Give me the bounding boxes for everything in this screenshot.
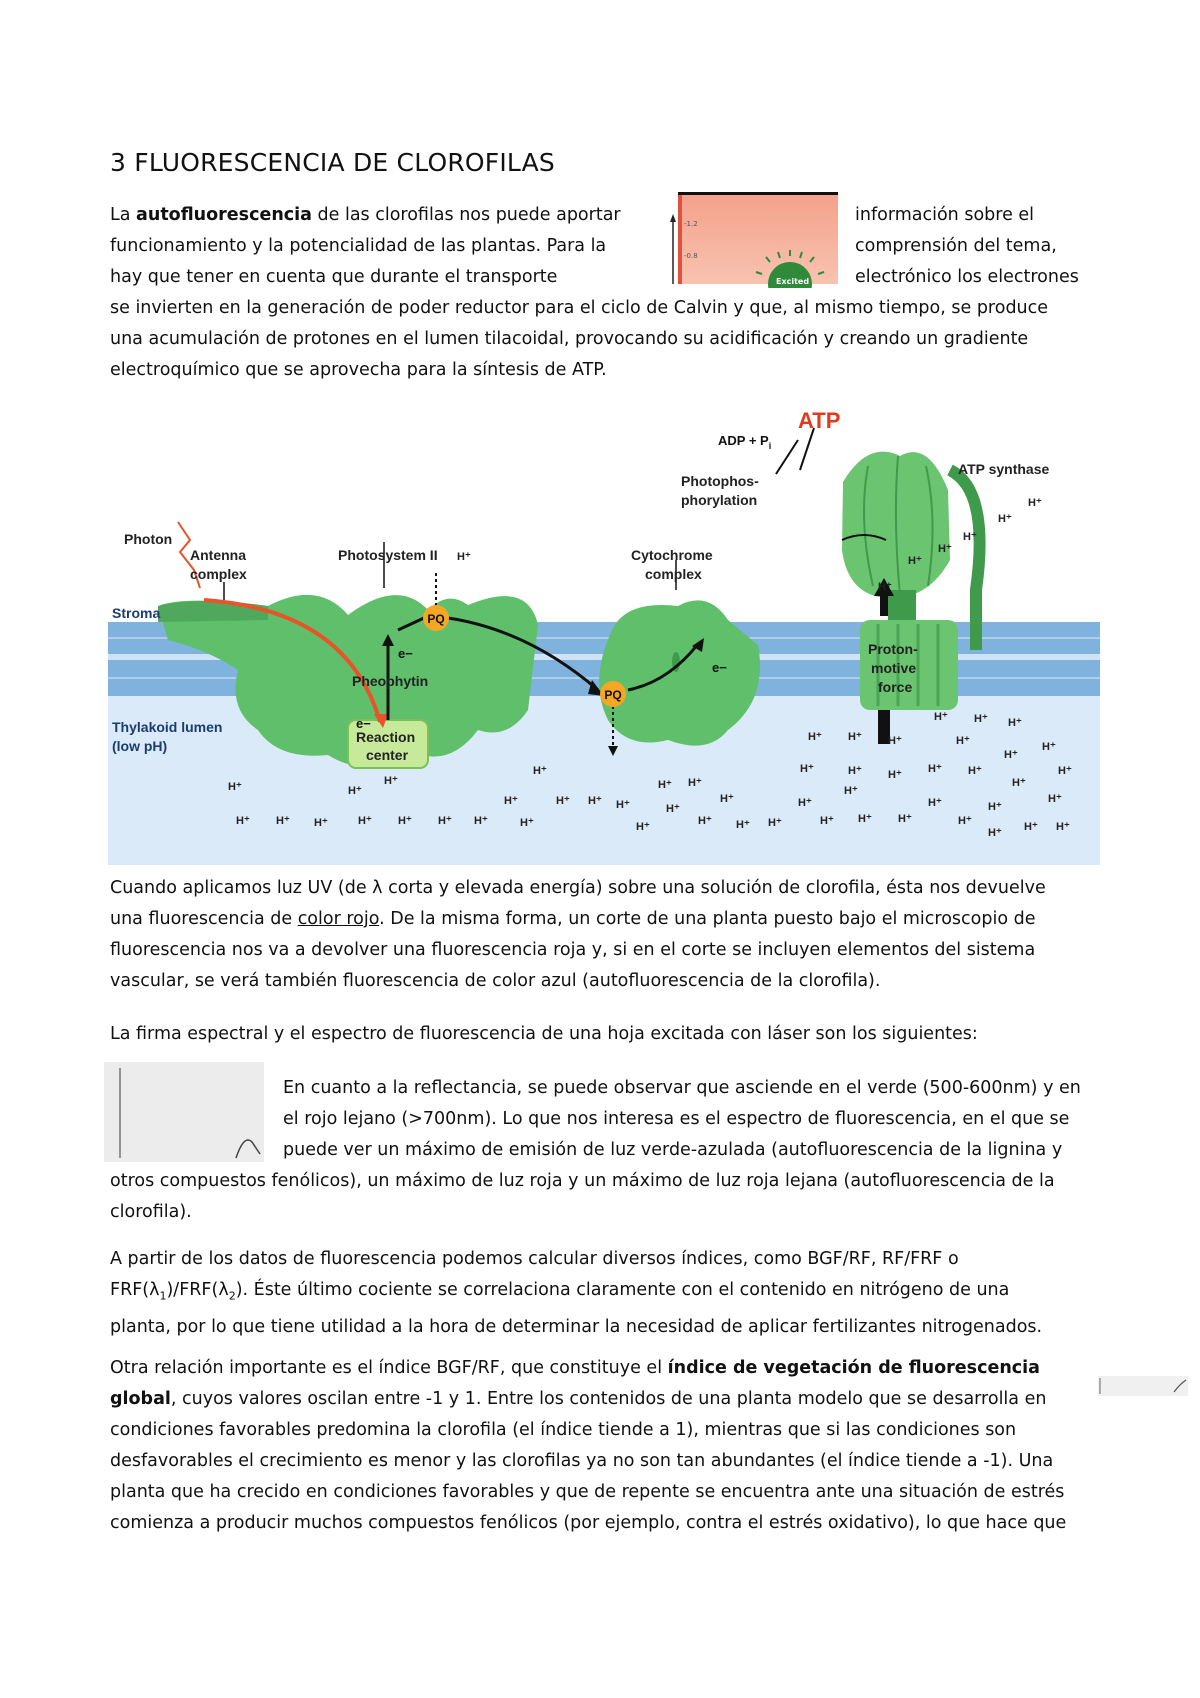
intro-right-line-2: comprensión del tema, <box>855 236 1057 256</box>
intro-right-column <box>855 200 1079 293</box>
svg-text:H⁺: H⁺ <box>938 543 952 555</box>
svg-text:H⁺: H⁺ <box>928 797 942 809</box>
intro-left-column <box>110 200 621 293</box>
adp-label: ADP + $P_i$ <box>718 433 772 451</box>
photon-label: Photon <box>124 531 173 547</box>
intro-line-3: hay que tener en cuenta que durante el transporte <box>110 267 558 287</box>
thumb-label-excited: Excited <box>776 277 810 286</box>
svg-text:H⁺: H⁺ <box>236 815 250 827</box>
svg-text:H⁺: H⁺ <box>1012 777 1026 789</box>
svg-text:H⁺: H⁺ <box>848 731 862 743</box>
paragraph-reflectance-right <box>283 1073 1103 1166</box>
svg-text:H⁺: H⁺ <box>958 815 972 827</box>
svg-text:H⁺: H⁺ <box>688 777 702 789</box>
intro-right-line-1: información sobre el <box>855 205 1035 225</box>
svg-text:H⁺: H⁺ <box>998 513 1012 525</box>
cytochrome-label-1: Cytochrome <box>631 547 713 563</box>
photosystem-label: Photosystem II <box>338 547 438 563</box>
svg-text:H⁺: H⁺ <box>1024 821 1038 833</box>
svg-text:H⁺: H⁺ <box>898 813 912 825</box>
proton-motive-label-3: force <box>878 679 913 695</box>
cytochrome-label-2: complex <box>645 566 702 582</box>
atp-synthase-label: ATP synthase <box>958 461 1050 477</box>
photophosphorylation-label-1: Photophos- <box>681 473 759 489</box>
proton-motive-label-2: motive <box>871 660 917 676</box>
antenna-label-2: complex <box>190 566 247 582</box>
svg-text:H⁺: H⁺ <box>988 827 1002 839</box>
svg-text:H⁺: H⁺ <box>698 815 712 827</box>
svg-text:H⁺: H⁺ <box>720 793 734 805</box>
intro-full-line-3: electroquímico que se aprovecha para la síntesis de ATP. <box>110 360 607 380</box>
intro-continuation <box>110 293 1090 386</box>
svg-text:H⁺: H⁺ <box>888 735 902 747</box>
p6-line-2: global, cuyos valores oscilan entre -1 y 1. Entre los contenidos de una planta modelo que se desarrolla en <box>110 1389 1047 1409</box>
svg-text:H⁺: H⁺ <box>276 815 290 827</box>
svg-text:H⁺: H⁺ <box>556 795 570 807</box>
p4-right-line-2: el rojo lejano (>700nm). Lo que nos interesa es el espectro de fluorescencia, en el que se <box>283 1109 1070 1129</box>
p4-full-line-1: otros compuestos fenólicos), un máximo de luz roja y un máximo de luz roja lejana (autofluorescencia de la <box>110 1171 1055 1191</box>
p6-line-6: comienza a producir muchos compuestos fenólicos (por ejemplo, contra el estrés oxidativo), lo que hace que <box>110 1513 1067 1533</box>
electron-label-1: e− <box>398 646 413 661</box>
svg-text:H⁺: H⁺ <box>963 531 977 543</box>
reaction-center-label-2: center <box>366 747 409 763</box>
p5-line-3: planta, por lo que tiene utilidad a la hora de determinar la necesidad de aplicar fertilizantes nitrogenados. <box>110 1316 1043 1337</box>
svg-text:H⁺: H⁺ <box>928 763 942 775</box>
pq-label-1: PQ <box>427 612 445 626</box>
svg-text:H⁺: H⁺ <box>820 815 834 827</box>
svg-text:H⁺: H⁺ <box>800 763 814 775</box>
svg-text:H⁺: H⁺ <box>666 803 680 815</box>
svg-text:H⁺: H⁺ <box>474 815 488 827</box>
pq-label-2: PQ <box>604 688 622 702</box>
p4-right-line-1: En cuanto a la reflectancia, se puede observar que asciende en el verde (500-600nm) y en <box>283 1078 1081 1098</box>
svg-text:H⁺: H⁺ <box>968 765 982 777</box>
thumb-label-a: -1.2 <box>684 220 698 228</box>
intro-full-line-1: se invierten en la generación de poder reductor para el ciclo de Calvin y que, al mismo tiempo, se produce <box>110 298 1049 318</box>
p2-line-1: Cuando aplicamos luz UV (de λ corta y elevada energía) sobre una solución de clorofila, ésta nos devuelve <box>110 878 1046 898</box>
svg-text:H⁺: H⁺ <box>398 815 412 827</box>
p2-line-2: una fluorescencia de color rojo. De la misma forma, un corte de una planta puesto bajo el microscopio de <box>110 909 1036 929</box>
svg-text:H⁺: H⁺ <box>844 785 858 797</box>
svg-text:H⁺: H⁺ <box>908 555 922 567</box>
svg-text:H⁺: H⁺ <box>504 795 518 807</box>
intro-line-1: La autofluorescencia de las clorofilas nos puede aportar <box>110 205 621 225</box>
p4-full-line-2: clorofila). <box>110 1202 192 1222</box>
p3-line-1: La firma espectral y el espectro de fluorescencia de una hoja excitada con láser son los siguientes: <box>110 1024 978 1044</box>
svg-text:H⁺: H⁺ <box>358 815 372 827</box>
p6-line-1: Otra relación importante es el índice BGF/RF, que constituye el índice de vegetación de fluorescencia <box>110 1358 1040 1378</box>
p5-line-1: A partir de los datos de fluorescencia podemos calcular diversos índices, como BGF/RF, RF/FRF o <box>110 1249 959 1269</box>
svg-text:H⁺: H⁺ <box>533 765 547 777</box>
spectrum-thumbnail <box>104 1062 264 1162</box>
paragraph-fluorescence-indices <box>110 1244 1090 1343</box>
p6-line-5: planta que ha crecido en condiciones favorables y que de repente se encuentra ante una situación de estrés <box>110 1482 1065 1502</box>
thumb-label-b: -0.8 <box>684 252 698 260</box>
svg-text:H⁺: H⁺ <box>457 551 471 563</box>
svg-text:H⁺: H⁺ <box>888 769 902 781</box>
thylakoid-lumen-label: Thylakoid lumen <box>112 719 223 735</box>
intro-full-line-2: una acumulación de protones en el lumen tilacoidal, provocando su acidificación y creando un gradiente <box>110 329 1029 349</box>
electron-label-3: e− <box>712 660 727 675</box>
svg-text:H⁺: H⁺ <box>588 795 602 807</box>
paragraph-reflectance-full <box>110 1166 1090 1228</box>
svg-text:H⁺: H⁺ <box>314 817 328 829</box>
svg-text:H⁺: H⁺ <box>1028 497 1042 509</box>
p4-right-line-3: puede ver un máximo de emisión de luz verde-azulada (autofluorescencia de la lignina y <box>283 1140 1063 1160</box>
svg-text:H⁺: H⁺ <box>658 779 672 791</box>
section-heading: 3 FLUORESCENCIA DE CLOROFILAS <box>110 148 555 177</box>
reaction-center-label-1: Reaction <box>356 729 416 745</box>
svg-text:H⁺: H⁺ <box>438 815 452 827</box>
thylakoid-membrane-figure <box>108 410 1100 865</box>
svg-text:H⁺: H⁺ <box>1048 793 1062 805</box>
proton-motive-label-1: Proton- <box>868 641 918 657</box>
paragraph-vegetation-index <box>110 1353 1090 1539</box>
svg-text:H⁺: H⁺ <box>878 581 892 593</box>
energy-diagram-thumbnail <box>670 192 838 288</box>
svg-text:H⁺: H⁺ <box>1042 741 1056 753</box>
svg-text:H⁺: H⁺ <box>520 817 534 829</box>
svg-text:H⁺: H⁺ <box>956 735 970 747</box>
p2-line-3: fluorescencia nos va a devolver una fluorescencia roja y, si en el corte se incluyen elementos del sistema <box>110 940 1036 960</box>
svg-text:H⁺: H⁺ <box>1008 717 1022 729</box>
p5-line-2: $FRF(\lambda_1)/FRF(\lambda_2)$. Éste último cociente se correlaciona claramente con el contenido en nitrógeno de una <box>110 1280 1010 1303</box>
svg-text:H⁺: H⁺ <box>616 799 630 811</box>
svg-text:H⁺: H⁺ <box>384 775 398 787</box>
svg-text:H⁺: H⁺ <box>808 731 822 743</box>
svg-text:H⁺: H⁺ <box>1058 765 1072 777</box>
svg-text:H⁺: H⁺ <box>228 781 242 793</box>
svg-text:H⁺: H⁺ <box>934 711 948 723</box>
intro-right-line-3: electrónico los electrones <box>855 267 1079 287</box>
svg-text:H⁺: H⁺ <box>988 801 1002 813</box>
intro-line-2: funcionamiento y la potencialidad de las plantas. Para la <box>110 236 607 256</box>
svg-text:H⁺: H⁺ <box>736 819 750 831</box>
margin-thumbnail-fragment <box>1098 1376 1188 1396</box>
svg-text:H⁺: H⁺ <box>848 765 862 777</box>
p6-line-4: desfavorables el crecimiento es menor y las clorofilas ya no son tan abundantes (el índice tiende a -1). Una <box>110 1451 1054 1471</box>
svg-text:H⁺: H⁺ <box>1004 749 1018 761</box>
svg-text:H⁺: H⁺ <box>1056 821 1070 833</box>
svg-text:H⁺: H⁺ <box>348 785 362 797</box>
electron-label-2: e− <box>356 716 371 731</box>
p6-line-3: condiciones favorables predomina la clorofila (el índice tiende a 1), mientras que si las condiciones son <box>110 1420 1017 1440</box>
svg-text:H⁺: H⁺ <box>858 813 872 825</box>
paragraph-uv-fluorescence <box>110 873 1090 997</box>
low-ph-label: (low pH) <box>112 738 168 754</box>
antenna-label-1: Antenna <box>190 547 246 563</box>
svg-text:H⁺: H⁺ <box>974 713 988 725</box>
pheophytin-label: Pheophytin <box>352 673 429 689</box>
paragraph-spectral-signature <box>110 1019 1090 1050</box>
photophosphorylation-label-2: phorylation <box>681 492 758 508</box>
stroma-label: Stroma <box>112 605 161 621</box>
p2-line-4: vascular, se verá también fluorescencia de color azul (autofluorescencia de la clorofila). <box>110 971 881 991</box>
svg-text:H⁺: H⁺ <box>798 797 812 809</box>
svg-text:H⁺: H⁺ <box>636 821 650 833</box>
atp-label: ATP <box>798 410 841 433</box>
svg-text:H⁺: H⁺ <box>768 817 782 829</box>
